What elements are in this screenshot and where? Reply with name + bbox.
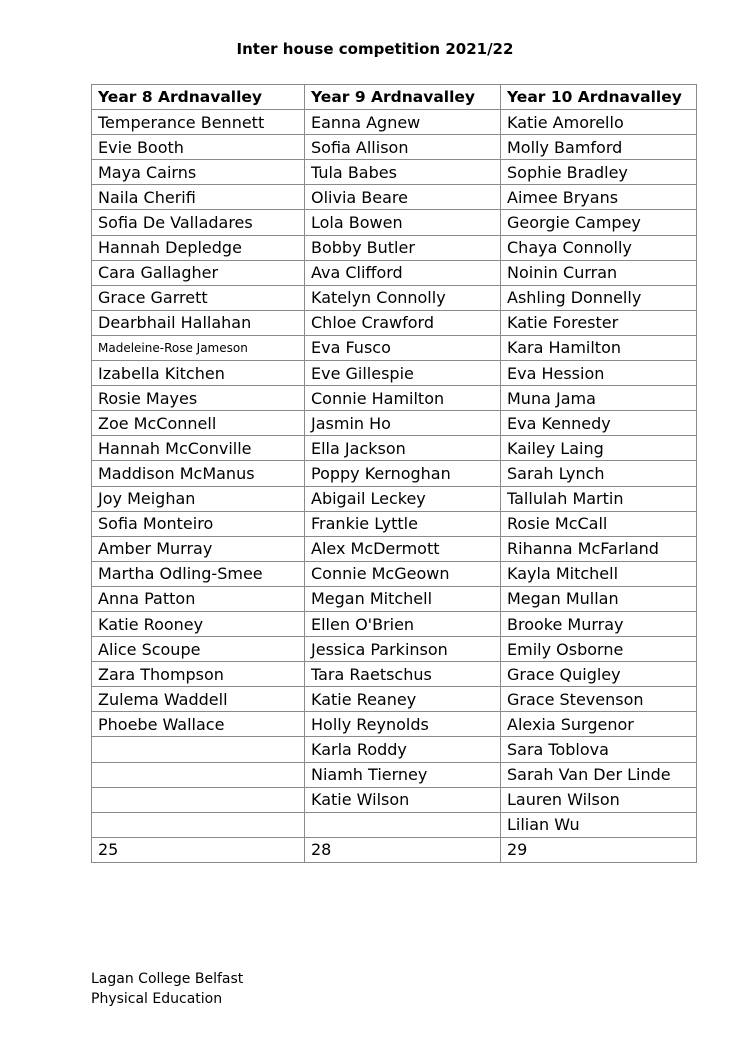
table-row bbox=[92, 561, 697, 586]
student-name-cell: Naila Cherifi bbox=[92, 185, 305, 210]
student-name-cell: Grace Stevenson bbox=[501, 687, 697, 712]
table-row bbox=[92, 586, 697, 611]
student-name-cell: Katie Reaney bbox=[305, 687, 501, 712]
roster-body bbox=[92, 110, 697, 838]
student-name-cell bbox=[92, 762, 305, 787]
student-name-cell: Brooke Murray bbox=[501, 611, 697, 636]
table-row bbox=[92, 411, 697, 436]
student-name-cell: Katelyn Connolly bbox=[305, 285, 501, 310]
student-name-cell: Kailey Laing bbox=[501, 436, 697, 461]
total-year-10: 29 bbox=[501, 837, 697, 862]
student-name-cell: Grace Quigley bbox=[501, 662, 697, 687]
table-row bbox=[92, 185, 697, 210]
student-name-cell: Rosie Mayes bbox=[92, 386, 305, 411]
table-row bbox=[92, 285, 697, 310]
table-row bbox=[92, 361, 697, 386]
student-name-cell: Chloe Crawford bbox=[305, 310, 501, 335]
column-header-year-9: Year 9 Ardnavalley bbox=[305, 85, 501, 110]
student-name-cell: Sara Toblova bbox=[501, 737, 697, 762]
column-header-year-8: Year 8 Ardnavalley bbox=[92, 85, 305, 110]
student-name-cell: Sofia De Valladares bbox=[92, 210, 305, 235]
student-name-cell: Katie Forester bbox=[501, 310, 697, 335]
student-name-cell: Phoebe Wallace bbox=[92, 712, 305, 737]
student-name-cell: Frankie Lyttle bbox=[305, 511, 501, 536]
student-name-cell: Noinin Curran bbox=[501, 260, 697, 285]
student-name-cell: Niamh Tierney bbox=[305, 762, 501, 787]
student-name-cell: Amber Murray bbox=[92, 536, 305, 561]
student-name-cell: Tula Babes bbox=[305, 160, 501, 185]
table-row bbox=[92, 812, 697, 837]
student-name-cell: Rihanna McFarland bbox=[501, 536, 697, 561]
student-name-cell: Eve Gillespie bbox=[305, 361, 501, 386]
student-name-cell: Alice Scoupe bbox=[92, 637, 305, 662]
student-name-cell: Abigail Leckey bbox=[305, 486, 501, 511]
student-name-cell: Sarah Van Der Linde bbox=[501, 762, 697, 787]
student-name-cell: Hannah Depledge bbox=[92, 235, 305, 260]
student-name-cell: Tallulah Martin bbox=[501, 486, 697, 511]
student-name-cell: Molly Bamford bbox=[501, 135, 697, 160]
student-name-cell: Georgie Campey bbox=[501, 210, 697, 235]
student-name-cell: Chaya Connolly bbox=[501, 235, 697, 260]
table-row bbox=[92, 486, 697, 511]
school-name: Lagan College Belfast bbox=[91, 971, 244, 987]
total-year-8: 25 bbox=[92, 837, 305, 862]
student-name-cell: Joy Meighan bbox=[92, 486, 305, 511]
table-row bbox=[92, 787, 697, 812]
student-name-cell: Temperance Bennett bbox=[92, 110, 305, 135]
student-name-cell: Zulema Waddell bbox=[92, 687, 305, 712]
student-name-cell: Izabella Kitchen bbox=[92, 361, 305, 386]
student-name-cell bbox=[92, 787, 305, 812]
student-name-cell: Alexia Surgenor bbox=[501, 712, 697, 737]
student-name-cell bbox=[92, 737, 305, 762]
table-row bbox=[92, 461, 697, 486]
table-row bbox=[92, 511, 697, 536]
table-row bbox=[92, 135, 697, 160]
table-row bbox=[92, 310, 697, 335]
student-name-cell bbox=[92, 812, 305, 837]
student-name-cell: Maya Cairns bbox=[92, 160, 305, 185]
student-name-cell: Rosie McCall bbox=[501, 511, 697, 536]
student-name-cell: Sophie Bradley bbox=[501, 160, 697, 185]
table-row bbox=[92, 110, 697, 135]
student-name-cell: Zoe McConnell bbox=[92, 411, 305, 436]
header-row bbox=[92, 85, 697, 110]
student-name-cell: Jasmin Ho bbox=[305, 411, 501, 436]
student-name-cell: Sofia Monteiro bbox=[92, 511, 305, 536]
student-name-cell: Megan Mitchell bbox=[305, 586, 501, 611]
student-name-cell: Eva Kennedy bbox=[501, 411, 697, 436]
student-name-cell: Eanna Agnew bbox=[305, 110, 501, 135]
table-row bbox=[92, 436, 697, 461]
student-name-cell: Kayla Mitchell bbox=[501, 561, 697, 586]
student-name-cell: Ava Clifford bbox=[305, 260, 501, 285]
student-name-cell: Eva Fusco bbox=[305, 335, 501, 360]
student-name-cell: Emily Osborne bbox=[501, 637, 697, 662]
table-row bbox=[92, 160, 697, 185]
student-name-cell: Connie McGeown bbox=[305, 561, 501, 586]
student-name-cell: Zara Thompson bbox=[92, 662, 305, 687]
table-row bbox=[92, 536, 697, 561]
student-name-cell: Jessica Parkinson bbox=[305, 637, 501, 662]
department-name: Physical Education bbox=[91, 991, 223, 1007]
student-name-cell bbox=[305, 812, 501, 837]
student-name-cell: Karla Roddy bbox=[305, 737, 501, 762]
student-name-cell: Hannah McConville bbox=[92, 436, 305, 461]
table-row bbox=[92, 611, 697, 636]
student-name-cell: Ellen O'Brien bbox=[305, 611, 501, 636]
student-name-cell: Grace Garrett bbox=[92, 285, 305, 310]
student-name-cell: Tara Raetschus bbox=[305, 662, 501, 687]
student-name-cell: Muna Jama bbox=[501, 386, 697, 411]
student-name-cell: Madeleine-Rose Jameson bbox=[92, 335, 305, 360]
document-title: Inter house competition 2021/22 bbox=[236, 40, 514, 58]
student-name-cell: Maddison McManus bbox=[92, 461, 305, 486]
table-row bbox=[92, 335, 697, 360]
student-name-cell: Connie Hamilton bbox=[305, 386, 501, 411]
team-roster-table bbox=[91, 84, 697, 863]
student-name-cell: Poppy Kernoghan bbox=[305, 461, 501, 486]
total-year-9: 28 bbox=[305, 837, 501, 862]
student-name-cell: Anna Patton bbox=[92, 586, 305, 611]
student-name-cell: Sofia Allison bbox=[305, 135, 501, 160]
student-name-cell: Evie Booth bbox=[92, 135, 305, 160]
table-row bbox=[92, 210, 697, 235]
student-name-cell: Dearbhail Hallahan bbox=[92, 310, 305, 335]
student-name-cell: Cara Gallagher bbox=[92, 260, 305, 285]
table-row bbox=[92, 260, 697, 285]
student-name-cell: Lauren Wilson bbox=[501, 787, 697, 812]
student-name-cell: Megan Mullan bbox=[501, 586, 697, 611]
student-name-cell: Ella Jackson bbox=[305, 436, 501, 461]
table-row bbox=[92, 762, 697, 787]
table-row bbox=[92, 235, 697, 260]
table-row bbox=[92, 712, 697, 737]
student-name-cell: Lola Bowen bbox=[305, 210, 501, 235]
footer bbox=[91, 969, 243, 1009]
student-name-cell: Lilian Wu bbox=[501, 812, 697, 837]
table-row bbox=[92, 637, 697, 662]
student-name-cell: Ashling Donnelly bbox=[501, 285, 697, 310]
table-row bbox=[92, 386, 697, 411]
totals-row bbox=[92, 837, 697, 862]
student-name-cell: Katie Amorello bbox=[501, 110, 697, 135]
student-name-cell: Sarah Lynch bbox=[501, 461, 697, 486]
student-name-cell: Aimee Bryans bbox=[501, 185, 697, 210]
student-name-cell: Katie Wilson bbox=[305, 787, 501, 812]
student-name-cell: Martha Odling-Smee bbox=[92, 561, 305, 586]
student-name-cell: Olivia Beare bbox=[305, 185, 501, 210]
column-header-year-10: Year 10 Ardnavalley bbox=[501, 85, 697, 110]
table-row bbox=[92, 662, 697, 687]
student-name-cell: Katie Rooney bbox=[92, 611, 305, 636]
student-name-cell: Kara Hamilton bbox=[501, 335, 697, 360]
student-name-cell: Alex McDermott bbox=[305, 536, 501, 561]
student-name-cell: Holly Reynolds bbox=[305, 712, 501, 737]
student-name-cell: Eva Hession bbox=[501, 361, 697, 386]
student-name-cell: Bobby Butler bbox=[305, 235, 501, 260]
table-row bbox=[92, 687, 697, 712]
table-row bbox=[92, 737, 697, 762]
